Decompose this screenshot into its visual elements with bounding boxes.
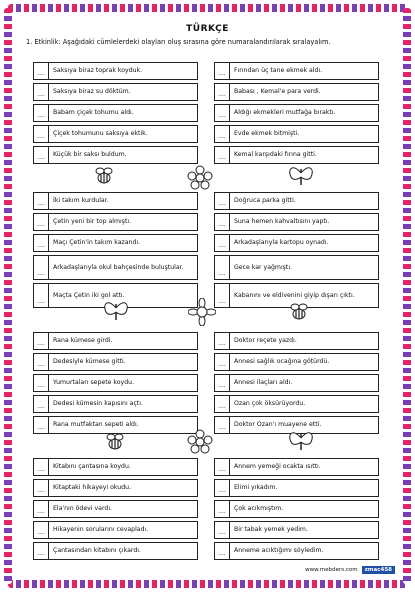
footer bbox=[305, 566, 395, 574]
order-box[interactable]: .... bbox=[214, 332, 230, 350]
order-box[interactable]: .... bbox=[214, 62, 230, 80]
order-box[interactable]: .... bbox=[33, 500, 49, 518]
order-box[interactable]: .... bbox=[214, 542, 230, 560]
group-1-right bbox=[214, 62, 379, 167]
order-box[interactable]: .... bbox=[33, 234, 49, 252]
page-border-left bbox=[4, 8, 12, 584]
flower-icon bbox=[187, 429, 213, 455]
sentence: Ela'nın ödevi vardı. bbox=[49, 500, 198, 518]
footer-site[interactable]: www.mebders.com bbox=[305, 567, 358, 573]
order-box[interactable]: .... bbox=[33, 283, 49, 308]
sentence: Anneme acıktığımı söyledim. bbox=[230, 542, 379, 560]
page-border-top bbox=[8, 4, 407, 12]
order-box[interactable]: .... bbox=[214, 234, 230, 252]
sentence: Çiçek tohumunu saksıya ektik. bbox=[49, 125, 198, 143]
sentence: Çantasından kitabını çıkardı. bbox=[49, 542, 198, 560]
sentence: Saksıya biraz su döktüm. bbox=[49, 83, 198, 101]
order-box[interactable]: .... bbox=[33, 146, 49, 164]
sentence: Babam çiçek tohumu aldı. bbox=[49, 104, 198, 122]
sentence: Bir tabak yemek yedim. bbox=[230, 521, 379, 539]
order-box[interactable]: .... bbox=[33, 192, 49, 210]
instruction-text: 1. Etkinlik: Aşağıdaki cümlelerdeki olayları oluş sırasına göre numaralandırılarak sıralayalım. bbox=[26, 38, 331, 46]
order-box[interactable]: .... bbox=[214, 395, 230, 413]
sentence: Rana kümese girdi. bbox=[49, 332, 198, 350]
order-box[interactable]: .... bbox=[33, 416, 49, 434]
order-box[interactable]: .... bbox=[33, 104, 49, 122]
sentence: Küçük bir saksı buldum. bbox=[49, 146, 198, 164]
order-box[interactable]: .... bbox=[33, 332, 49, 350]
sentence: Annem yemeği ocakta ısıttı. bbox=[230, 458, 379, 476]
order-box[interactable]: .... bbox=[33, 62, 49, 80]
order-box[interactable]: .... bbox=[214, 353, 230, 371]
order-box[interactable]: .... bbox=[33, 83, 49, 101]
order-box[interactable]: .... bbox=[33, 395, 49, 413]
sentence: Babası , Kemal'e para verdi. bbox=[230, 83, 379, 101]
order-box[interactable]: .... bbox=[33, 255, 49, 280]
order-box[interactable]: .... bbox=[33, 353, 49, 371]
group-4-left bbox=[33, 458, 198, 563]
sentence: Doktor reçete yazdı. bbox=[230, 332, 379, 350]
sentence: Aldığı ekmekleri mutfağa bıraktı. bbox=[230, 104, 379, 122]
sentence: Kabanını ve eldivenini giyip dışarı çıktı. bbox=[230, 283, 379, 308]
sentence: Arkadaşlarıyla kartopu oynadı. bbox=[230, 234, 379, 252]
page-border-bottom bbox=[8, 580, 407, 588]
group-3-right bbox=[214, 332, 379, 437]
order-box[interactable]: .... bbox=[33, 125, 49, 143]
butterfly-icon bbox=[287, 428, 315, 454]
order-box[interactable]: .... bbox=[214, 416, 230, 434]
group-3-left bbox=[33, 332, 198, 437]
butterfly-icon bbox=[287, 163, 315, 189]
sentence: Evde ekmek bitmişti. bbox=[230, 125, 379, 143]
sentence: Kemal karşıdaki fırına gitti. bbox=[230, 146, 379, 164]
order-box[interactable]: .... bbox=[214, 283, 230, 308]
order-box[interactable]: .... bbox=[33, 213, 49, 231]
sentence: Doğruca parka gitti. bbox=[230, 192, 379, 210]
sentence: İki takım kurdular. bbox=[49, 192, 198, 210]
page-border-right bbox=[403, 8, 411, 584]
page-title: TÜRKÇE bbox=[186, 24, 229, 34]
sentence: Dedesi kümesin kapısını açtı. bbox=[49, 395, 198, 413]
bee-icon bbox=[103, 430, 127, 454]
order-box[interactable]: .... bbox=[214, 125, 230, 143]
sentence: Elimi yıkadım. bbox=[230, 479, 379, 497]
sentence: Dedesiyle kümese gitti. bbox=[49, 353, 198, 371]
order-box[interactable]: .... bbox=[214, 458, 230, 476]
sentence: Annesi sağlık ocağına götürdü. bbox=[230, 353, 379, 371]
order-box[interactable]: .... bbox=[214, 146, 230, 164]
footer-code: zmac458 bbox=[362, 566, 395, 574]
order-box[interactable]: .... bbox=[33, 479, 49, 497]
group-2-left bbox=[33, 192, 198, 311]
sentence: Arkadaşlarıyla okul bahçesinde buluştular. bbox=[49, 255, 198, 280]
order-box[interactable]: .... bbox=[214, 521, 230, 539]
order-box[interactable]: .... bbox=[33, 542, 49, 560]
sentence: Yumurtaları sepete koydu. bbox=[49, 374, 198, 392]
order-box[interactable]: .... bbox=[214, 374, 230, 392]
sentence: Doktor Ozan'ı muayene etti. bbox=[230, 416, 379, 434]
sentence: Maçta Çetin iki gol attı. bbox=[49, 283, 198, 308]
order-box[interactable]: .... bbox=[33, 374, 49, 392]
sentence: Annesi ilaçları aldı. bbox=[230, 374, 379, 392]
sentence: Kitaptaki hikayeyi okudu. bbox=[49, 479, 198, 497]
group-4-right bbox=[214, 458, 379, 563]
order-box[interactable]: .... bbox=[214, 83, 230, 101]
sentence: Hikayenin sorularını cevapladı. bbox=[49, 521, 198, 539]
group-2-right bbox=[214, 192, 379, 311]
bee-icon bbox=[287, 300, 311, 324]
order-box[interactable]: .... bbox=[214, 479, 230, 497]
order-box[interactable]: .... bbox=[214, 104, 230, 122]
order-box[interactable]: .... bbox=[214, 192, 230, 210]
order-box[interactable]: .... bbox=[214, 255, 230, 280]
sentence: Saksıya biraz toprak koyduk. bbox=[49, 62, 198, 80]
order-box[interactable]: .... bbox=[214, 500, 230, 518]
butterfly-icon bbox=[102, 298, 130, 324]
group-1-left bbox=[33, 62, 198, 167]
sentence: Suna hemen kahvaltısını yaptı. bbox=[230, 213, 379, 231]
order-box[interactable]: .... bbox=[33, 521, 49, 539]
sentence: Maçı Çetin'in takım kazandı. bbox=[49, 234, 198, 252]
order-box[interactable]: .... bbox=[214, 213, 230, 231]
flower-icon bbox=[187, 165, 213, 191]
flower-icon bbox=[188, 298, 216, 326]
bee-icon bbox=[92, 164, 116, 188]
sentence: Çetin yeni bir top almıştı. bbox=[49, 213, 198, 231]
sentence: Fırından üç tane ekmek aldı. bbox=[230, 62, 379, 80]
sentence: Çok acıkmıştım. bbox=[230, 500, 379, 518]
sentence: Ozan çok öksürüyordu. bbox=[230, 395, 379, 413]
order-box[interactable]: .... bbox=[33, 458, 49, 476]
sentence: Kitabını çantasına koydu. bbox=[49, 458, 198, 476]
sentence: Gece kar yağmıştı. bbox=[230, 255, 379, 280]
sentence: Rana mutfaktan sepeti aldı. bbox=[49, 416, 198, 434]
